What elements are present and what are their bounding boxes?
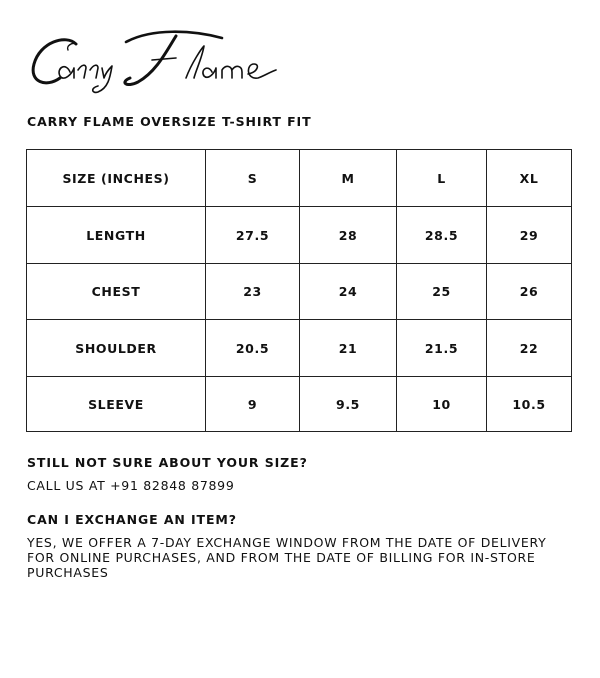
table-cell: 27.5 <box>206 207 300 264</box>
header-cell: XL <box>487 150 572 207</box>
header-cell: M <box>300 150 397 207</box>
table-cell: 25 <box>397 264 487 320</box>
table-cell: 21 <box>300 320 397 377</box>
logo-text: Carry Flame <box>26 22 33 23</box>
faq-size-help <box>27 455 572 493</box>
faq-answer: YES, WE OFFER A 7-DAY EXCHANGE WINDOW FROM THE DATE OF DELIVERY FOR ONLINE PURCHASES, AND FROM THE DATE OF BILLING FOR IN-STORE PURCHASES <box>27 535 547 580</box>
carry-flame-logo-icon <box>26 22 286 94</box>
size-chart-table <box>26 149 572 432</box>
table-cell: 24 <box>300 264 397 320</box>
row-label: LENGTH <box>27 207 206 264</box>
table-cell: 21.5 <box>397 320 487 377</box>
table-cell: 20.5 <box>206 320 300 377</box>
table-cell: 29 <box>487 207 572 264</box>
chart-title: CARRY FLAME OVERSIZE T-SHIRT FIT <box>27 114 312 129</box>
table-row <box>27 377 572 432</box>
table-cell: 28.5 <box>397 207 487 264</box>
table-row <box>27 264 572 320</box>
header-cell: SIZE (INCHES) <box>27 150 206 207</box>
row-label: SHOULDER <box>27 320 206 377</box>
brand-logo <box>26 22 286 94</box>
table-row <box>27 320 572 377</box>
faq-exchange <box>27 512 572 580</box>
table-cell: 22 <box>487 320 572 377</box>
table-row <box>27 207 572 264</box>
faq-question: CAN I EXCHANGE AN ITEM? <box>27 512 237 527</box>
faq-answer-phone: CALL US AT +91 82848 87899 <box>27 478 235 493</box>
header-cell: S <box>206 150 300 207</box>
header-cell: L <box>397 150 487 207</box>
table-cell: 26 <box>487 264 572 320</box>
table-cell: 23 <box>206 264 300 320</box>
table-cell: 9 <box>206 377 300 432</box>
table-cell: 10.5 <box>487 377 572 432</box>
row-label: CHEST <box>27 264 206 320</box>
table-cell: 10 <box>397 377 487 432</box>
row-label: SLEEVE <box>27 377 206 432</box>
table-cell: 9.5 <box>300 377 397 432</box>
faq-question: STILL NOT SURE ABOUT YOUR SIZE? <box>27 455 308 470</box>
table-cell: 28 <box>300 207 397 264</box>
table-header-row <box>27 150 572 207</box>
